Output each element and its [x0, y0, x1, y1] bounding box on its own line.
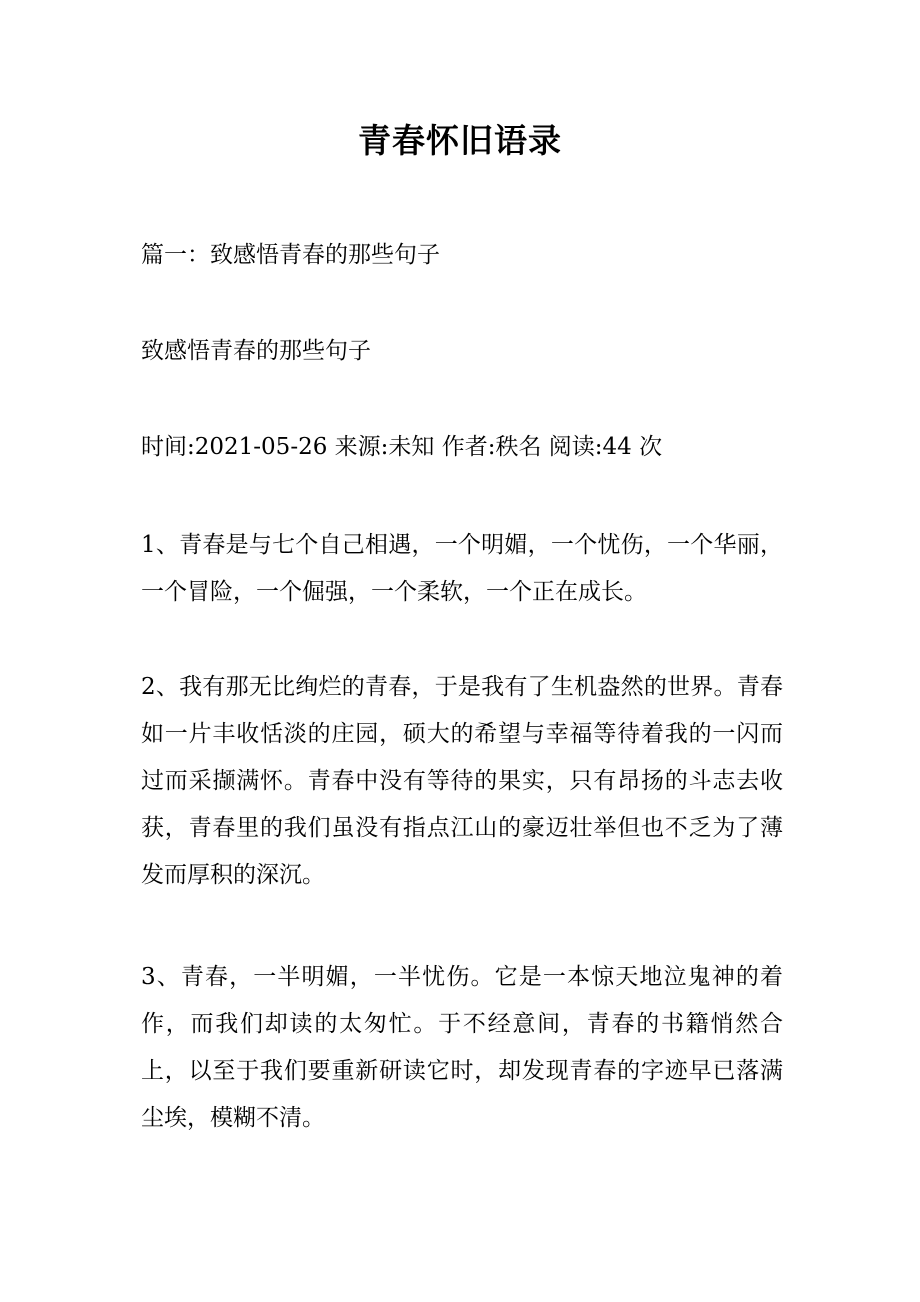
section-heading: 篇一：致感悟青春的那些句子 — [141, 242, 440, 268]
document-title: 青春怀旧语录 — [358, 121, 562, 160]
paragraph-2: 2、我有那无比绚烂的青春，于是我有了生机盎然的世界。青春如一片丰收恬淡的庄园，硕大的希望与幸福等待着我的一闪而过而采撷满怀。青春中没有等待的果实，只有昂扬的斗志去收获，青春里的我们虽没有指点江山的豪迈壮举但也不乏为了薄发而厚积的深沉。 — [141, 674, 783, 888]
article-meta: 时间:2021-05-26 来源:未知 作者:秩名 阅读:44 次 — [141, 434, 663, 460]
paragraph-1: 1、青春是与七个自己相遇，一个明媚，一个忧伤，一个华丽，一个冒险，一个倔强，一个柔软，一个正在成长。 — [141, 532, 783, 605]
paragraph-3: 3、青春，一半明媚，一半忧伤。它是一本惊天地泣鬼神的着作，而我们却读的太匆忙。于不经意间，青春的书籍悄然合上，以至于我们要重新研读它时，却发现青春的字迹早已落满尘埃，模糊不清。 — [141, 964, 783, 1131]
article-title: 致感悟青春的那些句子 — [141, 338, 371, 364]
